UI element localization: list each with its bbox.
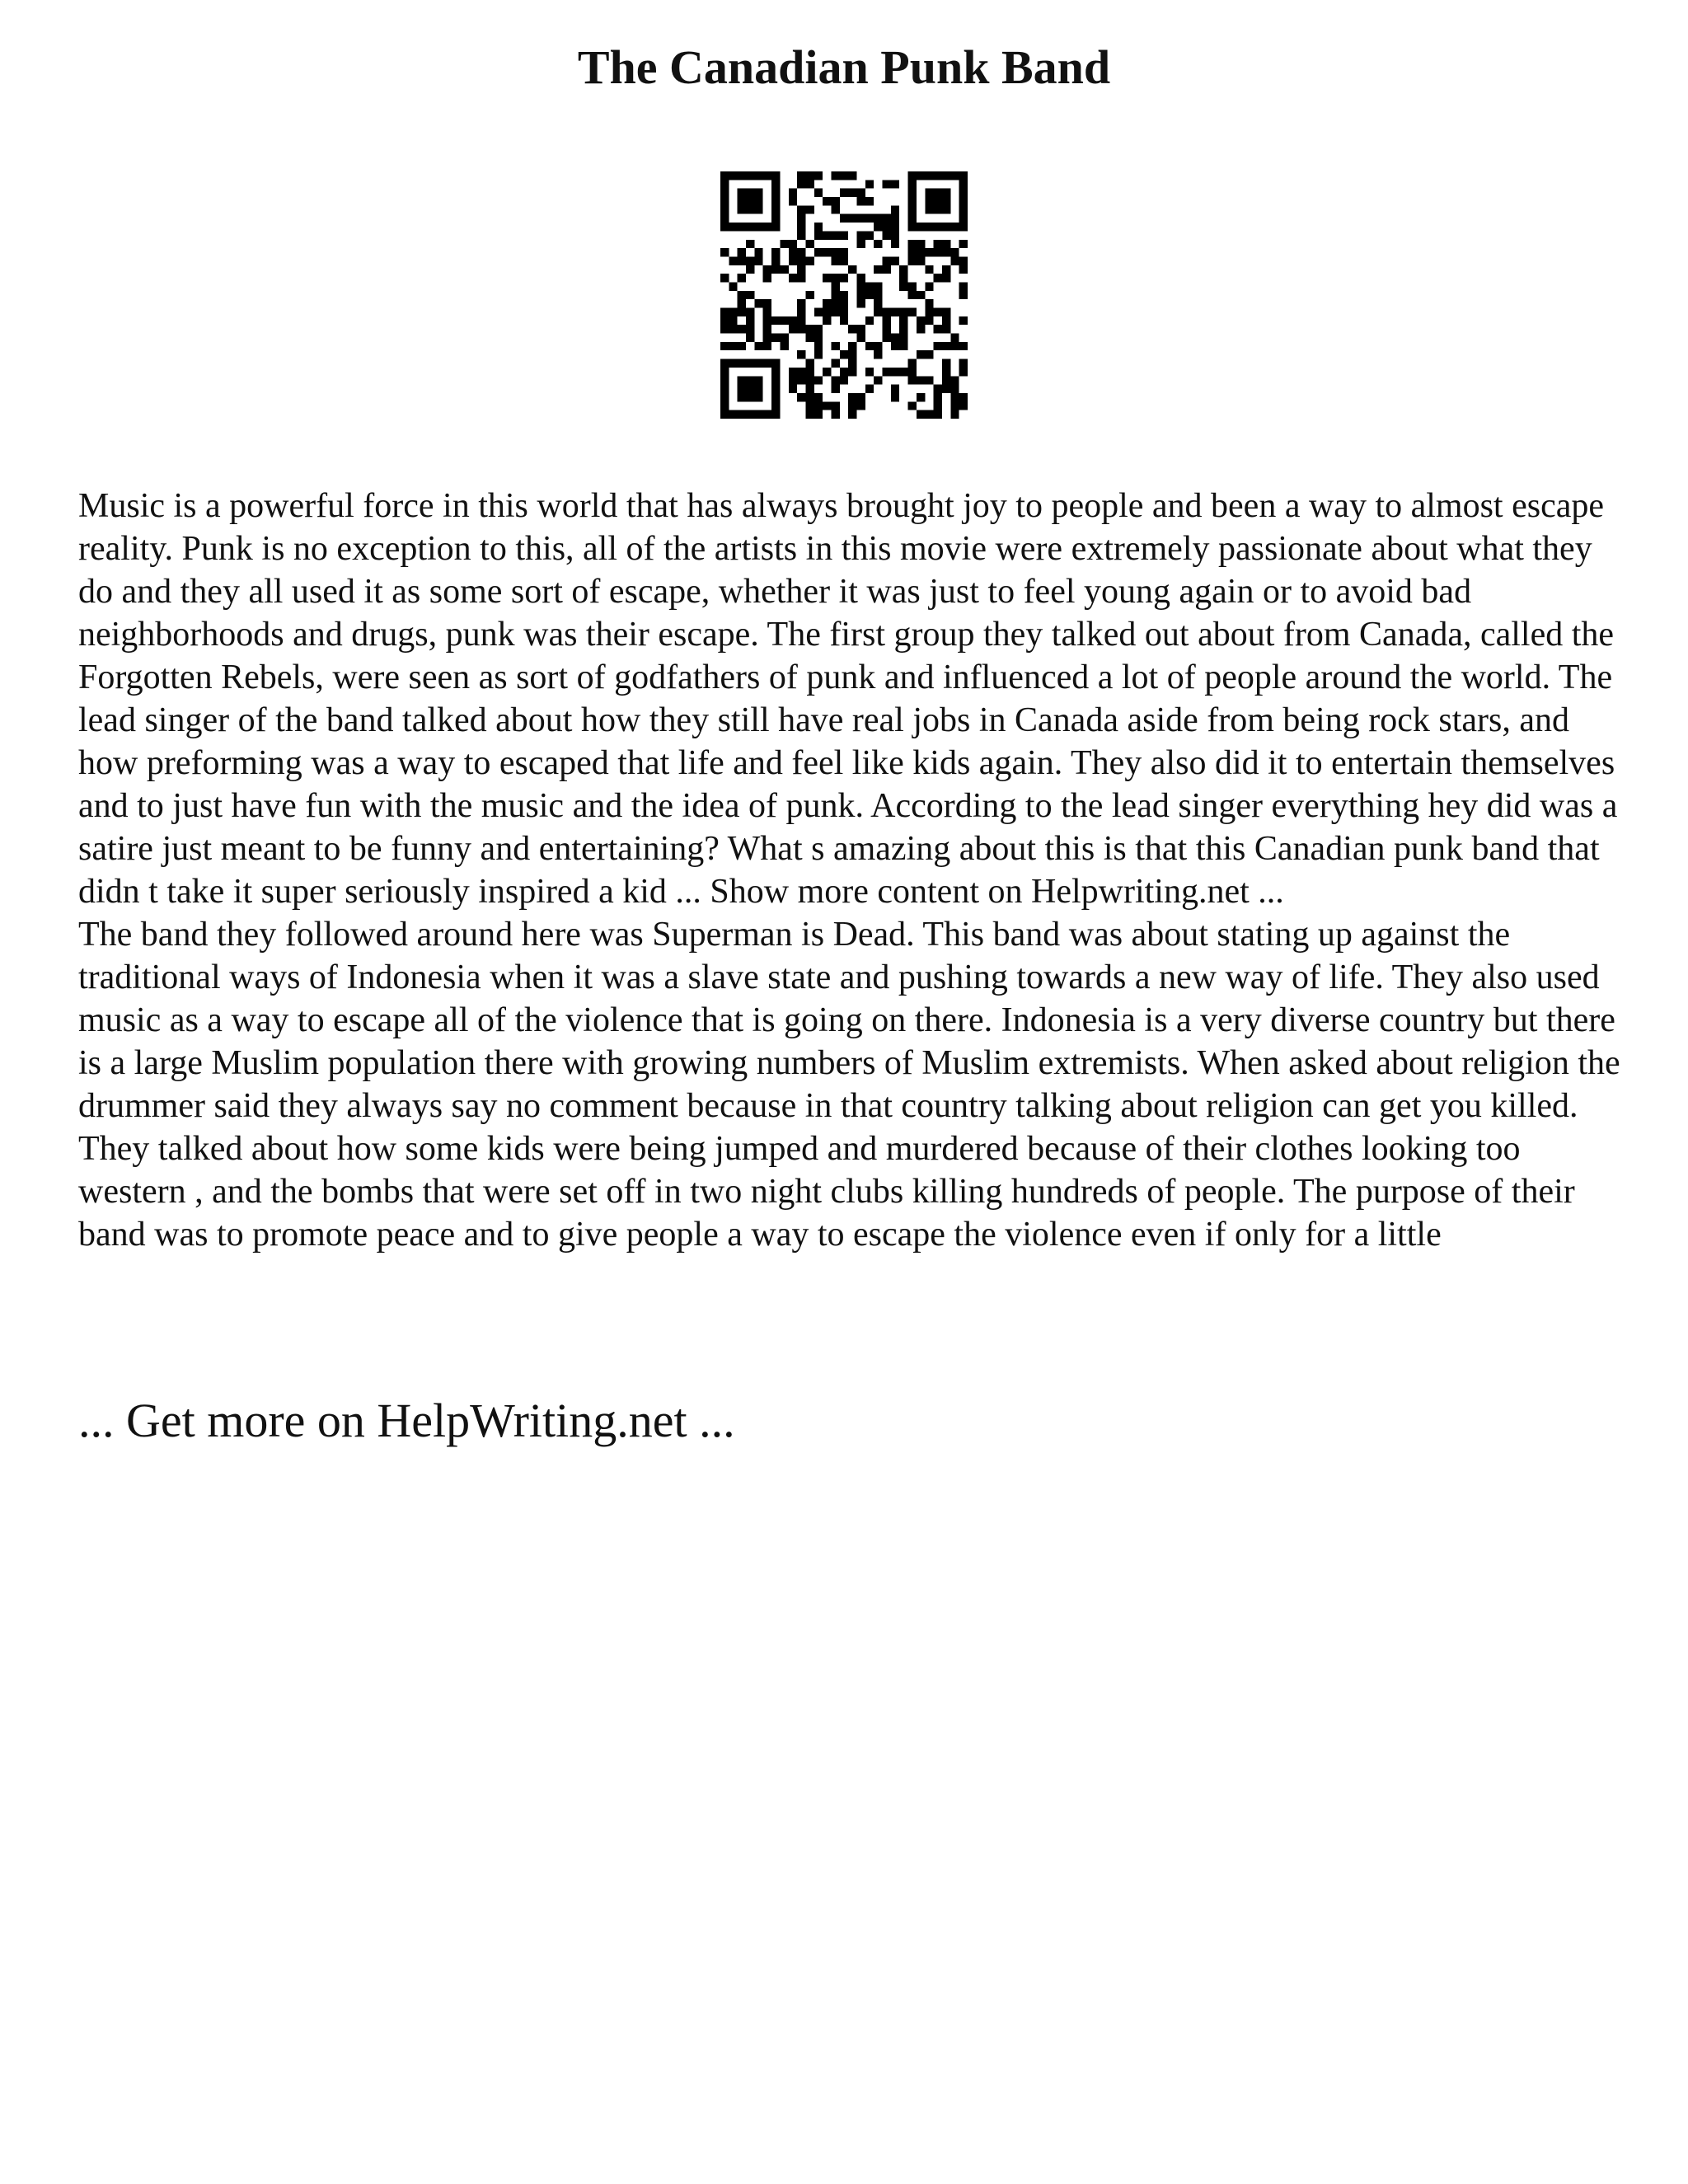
page-title: The Canadian Punk Band [577,40,1111,94]
article-body [78,485,1628,1256]
paragraph-2: The band they followed around here was Superman is Dead. This band was about stating up against the traditional ways of Indonesia when it was a slave state and pushing towards a new way of life. They also used music as a way to escape all of the violence that is going on there. Indonesia is a very diverse country but there is a large Muslim population there with growing numbers of Muslim extremists. When asked about religion the drummer said they always say no comment because in that country talking about religion can get you killed. They talked about how some kids were being jumped and murdered because of their clothes looking too western , and the bombs that were set off in two night clubs killing hundreds of people. The purpose of their band was to promote peace and to give people a way to escape the violence even if only for a little [78,916,1620,1254]
qr-code-graphic [720,171,968,419]
get-more-link[interactable]: ... Get more on HelpWriting.net ... [78,1394,735,1447]
paragraph-1: Music is a powerful force in this world that has always brought joy to people and been a way to almost escape reality. Punk is no exception to this, all of the artists in this movie were extremely passionate about what they do and they all used it as some sort of escape, whether it was just to feel young again or to avoid bad neighborhoods and drugs, punk was their escape. The first group they talked out about from Canada, called the Forgotten Rebels, were seen as sort of godfathers of punk and influenced a lot of people around the world. The lead singer of the band talked about how they still have real jobs in Canada aside from being rock stars, and how preforming was a way to escaped that life and feel like kids again. They also did it to entertain themselves and to just have fun with the music and the idea of punk. According to the lead singer everything hey did was a satire just meant to be funny and entertaining? What s amazing about this is that this Canadian punk band that didn t take it super seriously inspired a kid ... Show more content on Helpwriting.net ... [78,487,1618,911]
qr-code-icon[interactable] [720,171,968,419]
